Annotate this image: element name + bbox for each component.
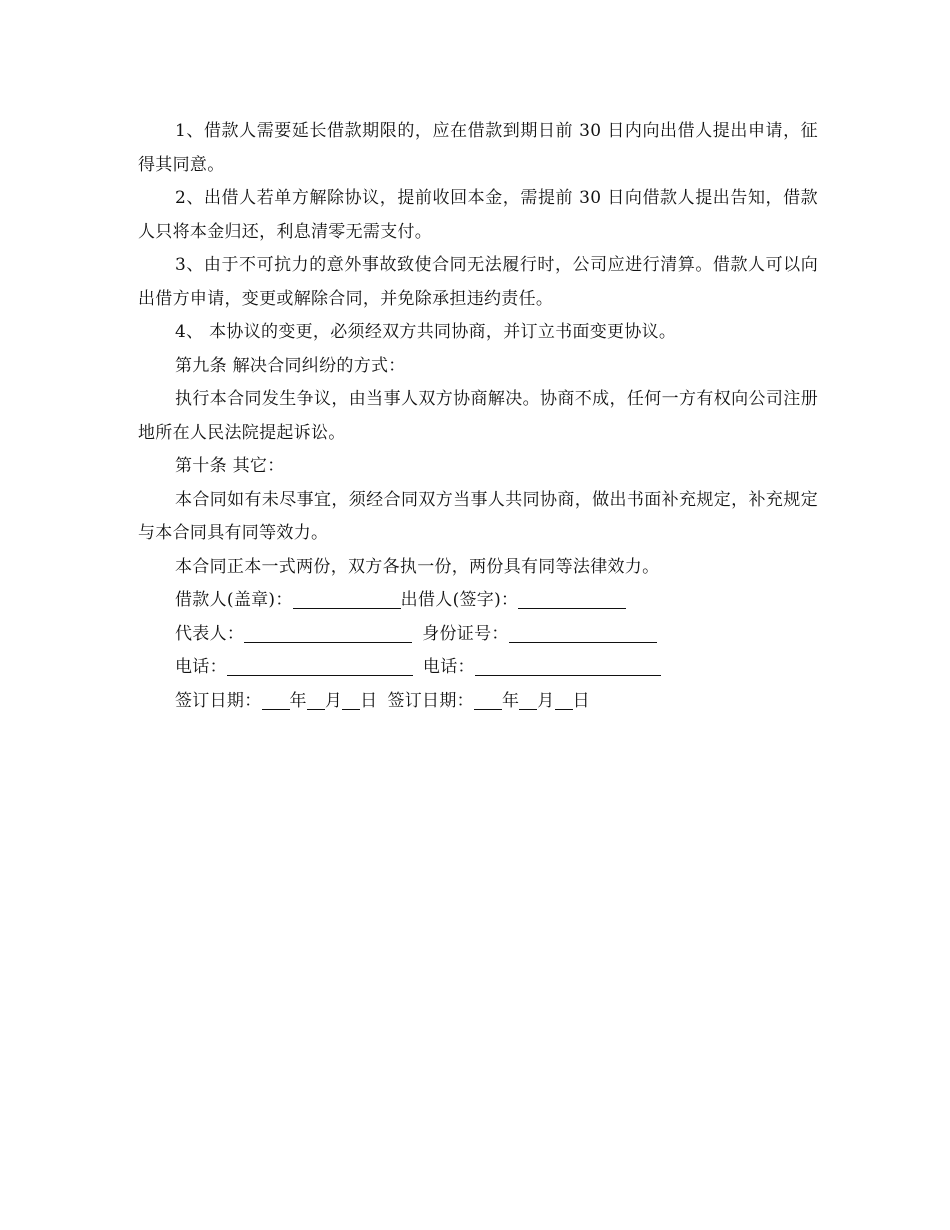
contract-body [138, 115, 818, 718]
phone-right-label: 电话： [422, 657, 475, 677]
date-right-month: 月 [537, 690, 555, 711]
phone-left-blank[interactable] [227, 655, 413, 676]
article-9-text: 执行本合同发生争议，由当事人双方协商解决。协商不成，任何一方有权向公司注册地所在人民法院提起诉讼。 [138, 389, 818, 443]
date-right-day: 日 [572, 690, 590, 711]
id-number-label: 身份证号： [422, 623, 509, 644]
date-left-month-blank[interactable] [307, 689, 325, 710]
date-right-month-blank[interactable] [519, 689, 537, 710]
clause-2: 2、出借人若单方解除协议，提前收回本金，需提前 30 日向借款人提出告知，借款人只将本金归还，利息清零无需支付。 [138, 188, 818, 242]
date-left-year-blank[interactable] [262, 689, 290, 710]
phone-right-blank[interactable] [475, 655, 661, 676]
date-left-year: 年 [289, 690, 307, 711]
lender-sign-label: 出借人(签字)： [400, 590, 519, 610]
signature-row-parties [138, 584, 818, 618]
id-number-blank[interactable] [509, 622, 657, 643]
date-left-day-blank[interactable] [342, 689, 360, 710]
date-left-day: 日 [360, 690, 378, 711]
date-left-label: 签订日期： [175, 690, 262, 711]
signature-row-phone [138, 651, 818, 685]
clause-4: 4、 本协议的变更，必须经双方共同协商，并订立书面变更协议。 [175, 322, 677, 342]
signature-row-date [138, 685, 818, 719]
representative-label: 代表人： [175, 623, 245, 644]
lender-sign-blank[interactable] [518, 588, 626, 609]
date-right-year-blank[interactable] [474, 689, 502, 710]
date-left-month: 月 [324, 690, 343, 711]
clause-3: 3、由于不可抗力的意外事故致使合同无法履行时，公司应进行清算。借款人可以向出借方申请，变更或解除合同，并免除承担违约责任。 [138, 255, 818, 309]
borrower-seal-label: 借款人(盖章)： [175, 590, 293, 610]
clause-1: 1、借款人需要延长借款期限的，应在借款到期日前 30 日内向出借人提出申请，征得其同意。 [138, 121, 818, 175]
phone-left-label: 电话： [175, 657, 227, 677]
date-right-label: 签订日期： [387, 690, 474, 711]
article-10-text-2: 本合同正本一式两份，双方各执一份，两份具有同等法律效力。 [175, 556, 660, 577]
article-10-text-1: 本合同如有未尽事宜，须经合同双方当事人共同协商，做出书面补充规定，补充规定与本合同具有同等效力。 [138, 489, 818, 543]
representative-blank[interactable] [244, 622, 412, 643]
date-right-year: 年 [501, 690, 520, 711]
article-10-heading: 第十条 其它： [175, 456, 285, 476]
signature-row-representative [138, 618, 818, 652]
article-9-heading: 第九条 解决合同纠纷的方式： [175, 355, 406, 376]
borrower-seal-blank[interactable] [293, 588, 401, 609]
date-right-day-blank[interactable] [555, 689, 573, 710]
